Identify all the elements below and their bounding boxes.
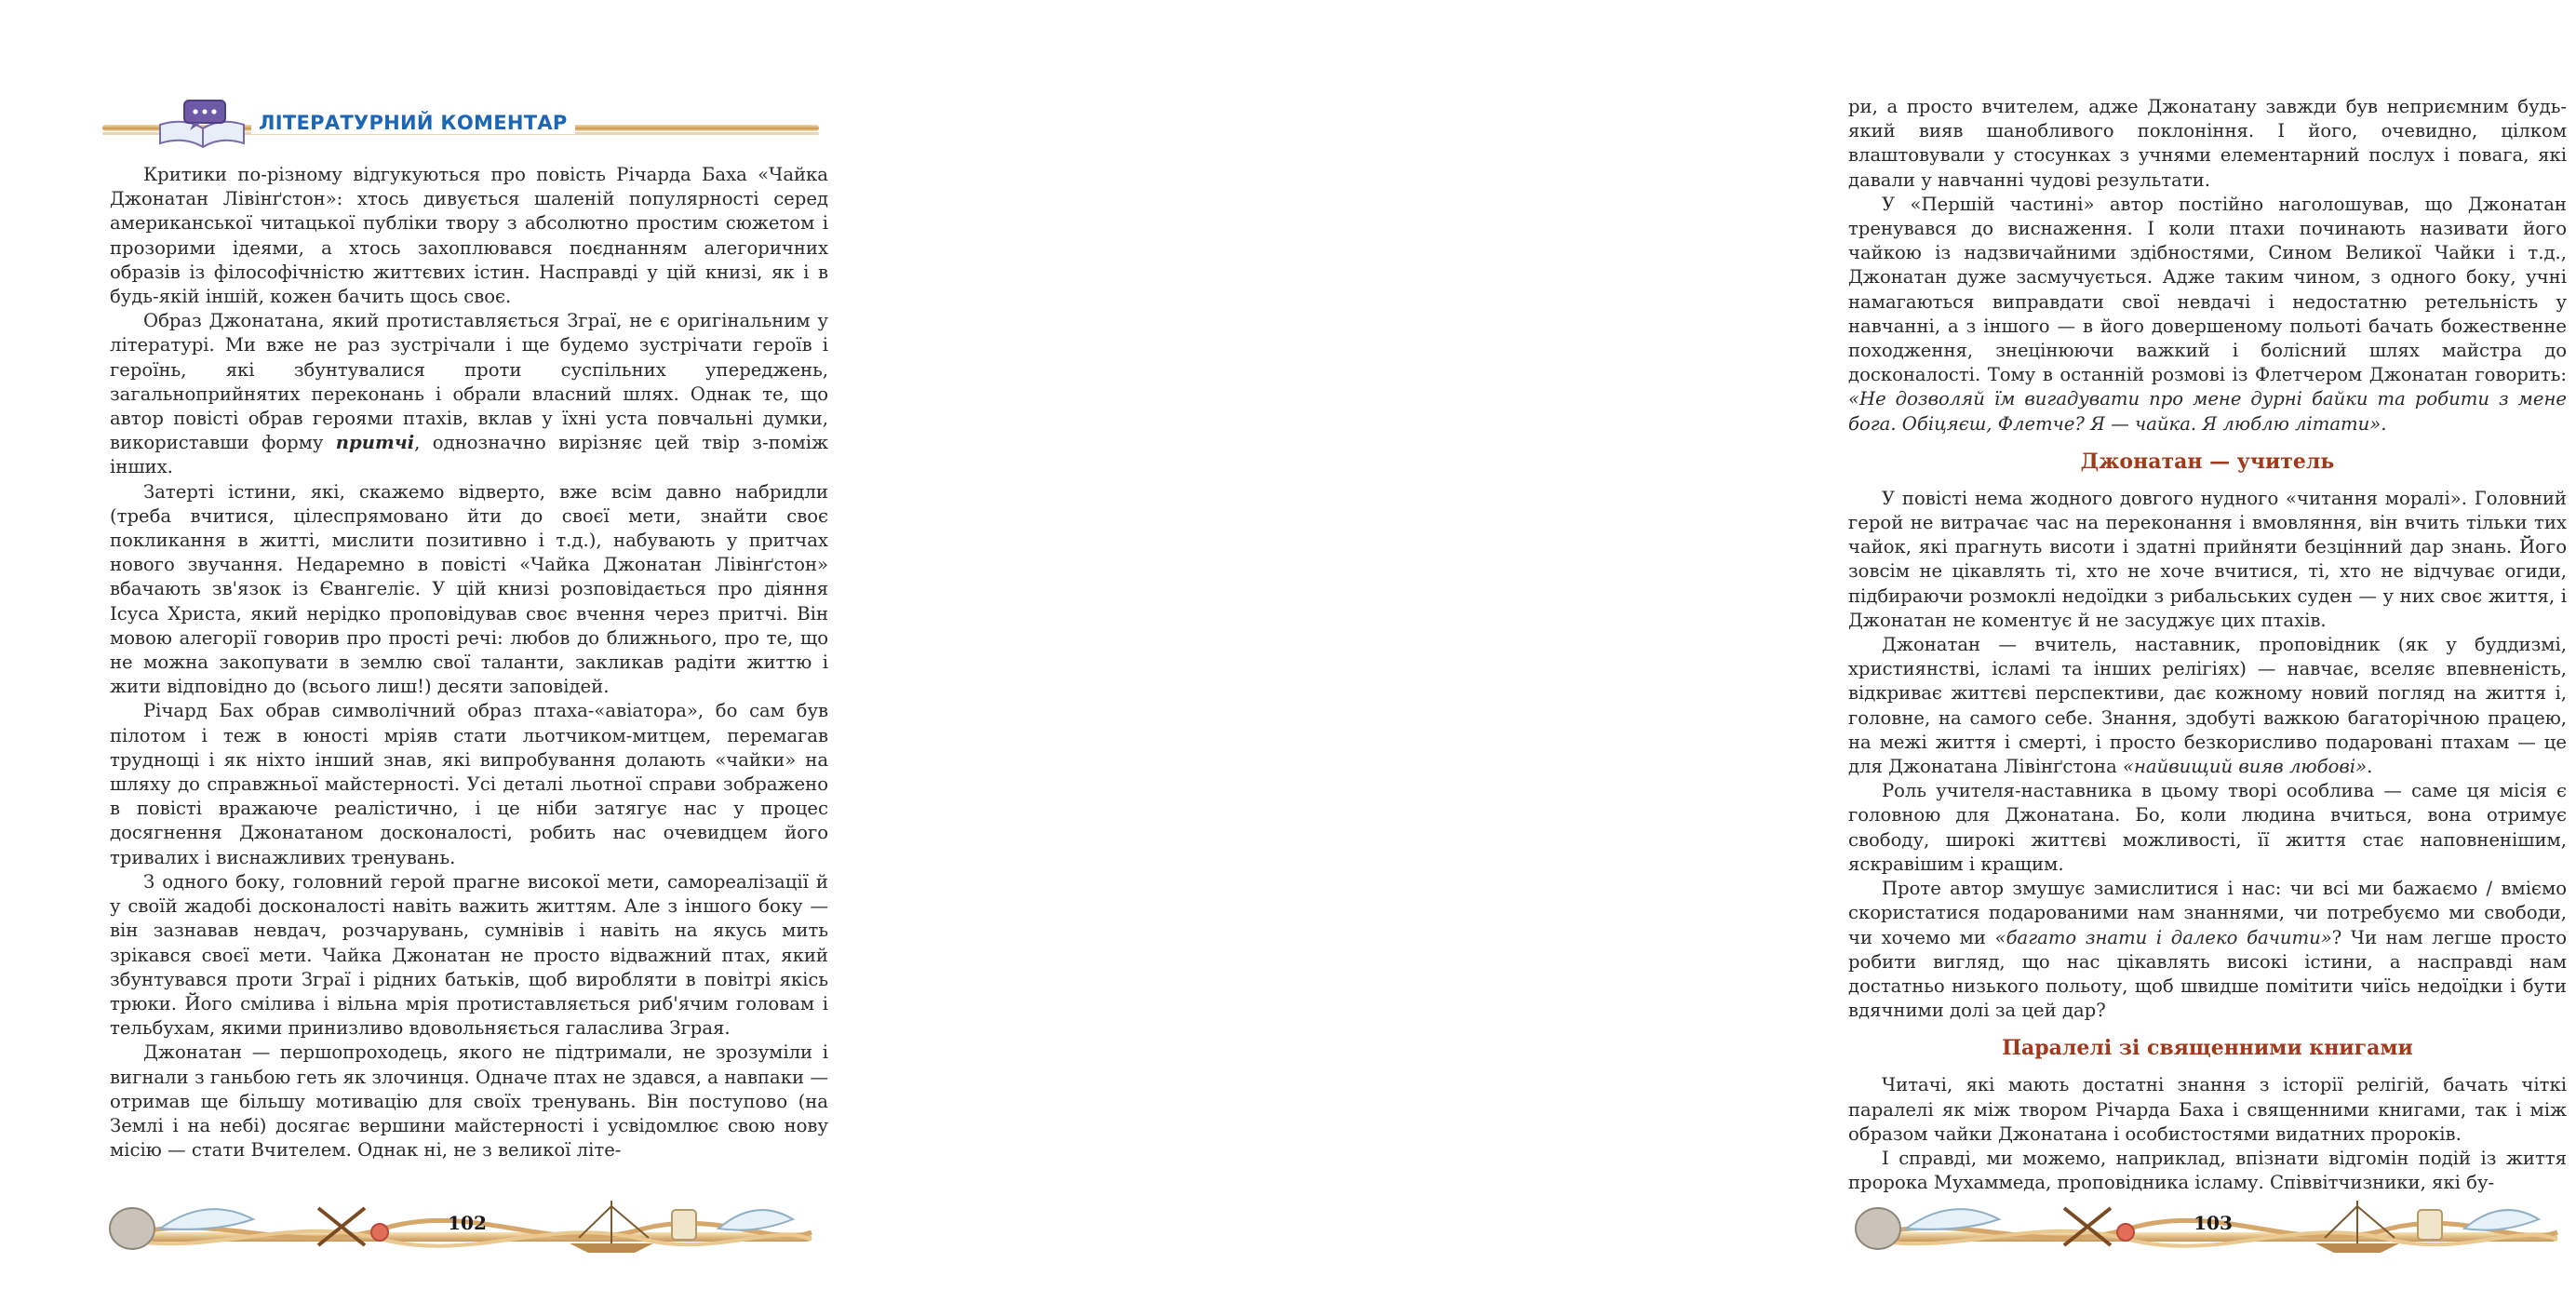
speech-bubble-book-icon xyxy=(147,97,259,149)
paragraph-text: , однозначно вирізняє цей твір з-поміж інших. xyxy=(110,432,828,478)
quote: «Не дозволяй їм вигадувати про мене дурні байки та робити з мене бога. Обіцяєш, Флетче? Я — чайка. Я люблю літати». xyxy=(1848,388,2567,435)
page-number: 102 xyxy=(448,1212,487,1234)
footer-ornament xyxy=(104,1191,830,1256)
paragraph-continued: ри, а просто вчителем, адже Джонатану завжди був неприємним будь-який вияв шанобливого поклоніння. І його, очевидно, цілком влаштовували у стосунках з учнями елементарний послух і повага, які давали у навчанні чудові результати. xyxy=(1848,96,2567,191)
paragraph: У повісті нема жодного довгого нудного «читання моралі». Головний герой не витрачає час на переконання і вмовляння, він вчить тільки тих чайок, які прагнуть висоти і здатні прийняти безцінний дар знань. Його зовсім не цікавлять ті, хто не хоче вчитися, ті, хто не відчуває огиди, підбираючи розмоклі недоїдки з рибальських суден — у них своє життя, і Джонатан не коментує й не засуджує цих птахів. xyxy=(1848,487,2567,631)
paragraph-text: Проте автор змушує замислитися і нас: чи всі ми бажаємо / вміємо скористатися подарованими нам знаннями, чи потребуємо ми свободи, чи хочемо ми xyxy=(1848,878,2567,948)
section-banner xyxy=(102,97,819,149)
emphasis-term: притчі xyxy=(335,432,415,454)
paragraph: Джонатан — першопроходець, якого не підтримали, не зрозуміли і вигнали з ганьбою геть як злочинця. Одначе птах не здався, а навпаки — отримав ще більшу мотивацію для своїх тренувань. Він поступово (на Землі і на небі) досягає вершини майстерності і усвідомлює свою нову місію — стати Вчителем. Однак ні, не з великої літе- xyxy=(110,1041,828,1162)
paragraph: Затерті істини, які, скажемо відверто, вже всім давно набридли (треба вчитися, цілеспрямовано йти до своєї мети, знайти своє покликання в житті, мислити позитивно і т.д.), набувають у притчах нового звучання. Недаремно в повісті «Чайка Джонатан Лівінґстон» вбачають зв'язок із Євангеліє. У цій книзі розповідається про діяння Ісуса Христа, який нерідко проповідував своє вчення через притчі. Він мовою алегорії говорив про прості речі: любов до ближнього, про те, що не можна закопувати в землю свої таланти, закликав радіти життю і жити відповідно до (всього лиш!) десяти заповідей. xyxy=(110,480,828,698)
paragraph xyxy=(1848,877,2567,1023)
paragraph-text: Джонатан — вчитель, наставник, проповідник (як у буддизмі, християнстві, ісламі та інших релігіях) — навчає, вселяє впевненість, відкриває життєві перспективи, дає кожному новий погляд на життя і, головне, на самого себе. Знання, здобуті важкою багаторічною працею, на межі життя і смерті, і просто безкорисливо подаровані птахам — це для Джонатана Лівінґстона xyxy=(1848,634,2567,778)
right-text-column xyxy=(1848,95,2567,1195)
paragraph: Джонатан — вчитель, наставник, проповідник (як у буддизмі, християнстві, ісламі та інших релігіях) — навчає, вселяє впевненість, відкриває життєві перспективи, дає кожному новий погляд на життя і, головне, на самого себе. Знання, здобуті важкою багаторічною працею, на межі життя і смерті, і просто безкорисливо подаровані птахам — це для Джонатана Лівінґстона «найвищий вияв любові». xyxy=(1848,634,2567,778)
quote: «найвищий вияв любові» xyxy=(2123,756,2368,778)
paragraph xyxy=(110,309,828,479)
quote: «багато знати і далеко бачити» xyxy=(1994,926,2332,948)
paragraph-text: У «Першій частині» автор постійно наголошував, що Джонатан тренувався до виснаження. І коли птахи починають називати його чайкою із надзвичайними здібностями, Сином Великої Чайки і т.д., Джонатан дуже засмучується. Адже таким чином, з одного боку, учні намагаються виправдати свої невдачі і недостатню ретельність у навчанні, а з іншого — в його довершеному польоті бачать божественне походження, знецінюючи важкий і болісний шлях майстра до досконалості. Тому в останній розмові із Флетчером Джонатан говорить: xyxy=(1848,193,2567,386)
paragraph: Річард Бах обрав символічний образ птаха-«авіатора», бо сам був пілотом і теж в юності мріяв стати льотчиком-митцем, перемагав труднощі і як ніхто інший знав, які випробування долають «чайки» на шляху до справжньої майстерності. Усі деталі льотної справи зображено в повісті вражаюче реалістично, і це ніби затягує нас у процес досягнення Джонатаном досконалості, робить нас очевидцем його тривалих і виснажливих тренувань. xyxy=(110,700,828,868)
section-heading-parallels: Паралелі зі священними книгами xyxy=(2002,1036,2413,1061)
section-heading-teacher: Джонатан — учитель xyxy=(2080,449,2335,474)
left-text-column xyxy=(110,163,828,1162)
paragraph-text: Образ Джонатана, який протиставляється Зграї, не є оригінальним у літературі. Ми вже не раз зустрічали і ще будемо зустрічати героїв і героїнь, які збунтувалися проти суспільних упереджень, загальноприйнятих переконань і обрали власний шлях. Однак те, що автор повісті обрав героями птахів, вклав у їхні уста повчальні думки, використавши форму xyxy=(110,310,828,454)
left-page xyxy=(0,0,886,1303)
paragraph: Роль учителя-наставника в цьому творі особлива — саме ця місія є головною для Джонатана. Бо, коли людина вчиться, вона отримує свободу, широкі життєві можливості, її життя стає наповненішим, яскравішим і кращим. xyxy=(1848,780,2567,875)
footer-ornament xyxy=(1850,1191,2576,1256)
paragraph: З одного боку, головний герой прагне високої мети, самореалізації й у своїй жадобі досконалості навіть важить життям. Але з іншого боку — він зазнавав невдач, розчарувань, сумнівів і навіть на якусь мить зрікався своєї мети. Чайка Джонатан не просто відважний птах, який збунтувався проти Зграї і рідних батьків, щоб виробляти в повітрі якісь трюки. Його смілива і вільна мрія протиставляється риб'ячим головам і тельбухам, якими принизливо вдовольняється галаслива Зграя. xyxy=(110,870,828,1040)
paragraph: І справді, ми можемо, наприклад, впізнати відгомін подій із життя пророка Мухаммеда, проповідника ісламу. Співвітчизники, які бу- xyxy=(1848,1147,2567,1194)
banner-title: ЛІТЕРАТУРНИЙ КОМЕНТАР xyxy=(251,112,575,134)
paragraph: Читачі, які мають достатні знання з історії релігій, бачать чіткі паралелі як між твором Річарда Баха і священними книгами, так і між образом чайки Джонатана і особистостями видатних пророків. xyxy=(1848,1074,2567,1145)
right-page xyxy=(886,0,2568,1303)
paragraph: Критики по-різному відгукуються про повість Річарда Баха «Чайка Джонатан Лівінґстон»: хтось дивується шаленій популярності серед американської читацької публіки твору з абсолютно простим сюжетом і прозорими ідеями, а хтось захоплювався поєднанням алегоричних образів із філософічністю життєвих істин. Насправді у цій книзі, як і в будь-якій іншій, кожен бачить щось своє. xyxy=(110,164,828,308)
paragraph xyxy=(1848,193,2567,437)
page-number: 103 xyxy=(2194,1212,2233,1234)
paragraph-text: ? Чи нам легше просто робити вигляд, що нас цікавлять високі істини, а насправді нам достатньо низького польоту, щоб швидше помітити чиїсь недоїдки і бути вдячними долі за цей дар? xyxy=(1848,926,2568,1022)
